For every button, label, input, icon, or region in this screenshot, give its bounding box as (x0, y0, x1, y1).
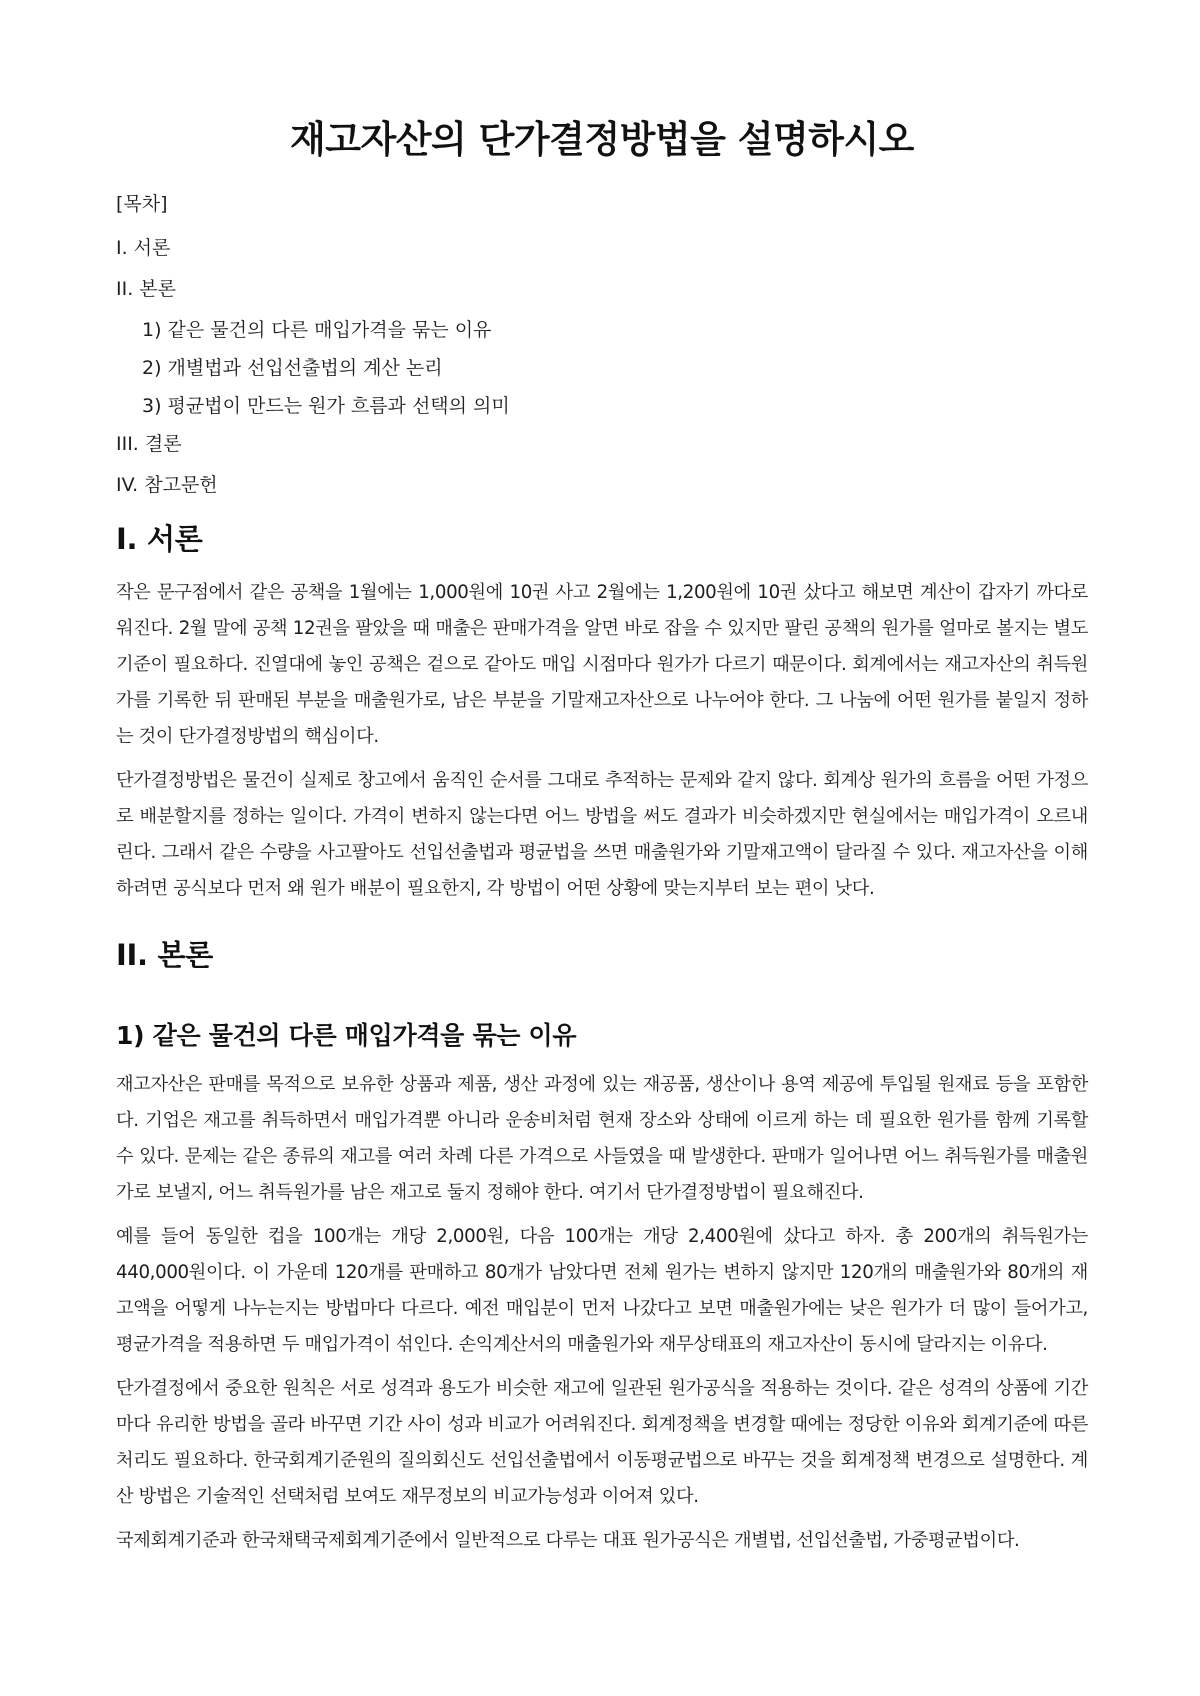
toc-subitem: 1) 같은 물건의 다른 매입가격을 묶는 이유 (142, 319, 492, 342)
spacer (116, 915, 1088, 937)
document-title: 재고자산의 단가결정방법을 설명하시오 (290, 118, 914, 161)
body-heading: II. 본론 (116, 937, 213, 972)
toc-subitem: 2) 개별법과 선입선출법의 계산 논리 (142, 357, 443, 380)
toc-label: [목차] (116, 193, 168, 216)
toc-item: IV. 참고문헌 (116, 474, 218, 497)
body-paragraph: 국제회계기준과 한국채택국제회계기준에서 일반적으로 다루는 대표 원가공식은 개별법, 선입선출법, 가중평균법이다. (116, 1529, 1020, 1551)
intro-paragraph: 단가결정방법은 물건이 실제로 창고에서 움직인 순서를 그대로 추적하는 문제와 같지 않다. 회계상 원가의 흐름을 어떤 가정으로 배분할지를 정하는 일이다. 가격이 변하지 않는다면 어느 방법을 써도 결과가 비슷하겠지만 현실에서는 매입가격이 오르내린다. 그래서 같은 수량을 사고팔아도 선입선출법과 평균법을 쓰면 매출원가와 기말재고액이 달라질 수 있다. 재고자산을 이해하려면 공식보다 먼저 왜 원가 배분이 필요한지, 각 방법이 어떤 상황에 맞는지부터 보는 편이 낫다. (116, 769, 1088, 899)
toc-item: II. 본론 (116, 278, 176, 301)
intro-heading: I. 서론 (116, 522, 203, 557)
body-paragraph: 예를 들어 동일한 컵을 100개는 개당 2,000원, 다음 100개는 개당 2,400원에 샀다고 하자. 총 200개의 취득원가는 440,000원이다. 이 가운데 120개를 판매하고 80개가 남았다면 전체 원가는 변하지 않지만 120개의 매출원가와 80개의 재고액을 어떻게 나누는지는 방법마다 다르다. 예전 매입분이 먼저 나갔다고 보면 매출원가에는 낮은 원가가 더 많이 들어가고, 평균가격을 적용하면 두 매입가격이 섞인다. 손익계산서의 매출원가와 재무상태표의 재고자산이 동시에 달라지는 이유다. (116, 1225, 1088, 1355)
toc-item: I. 서론 (116, 237, 171, 260)
toc-subitem: 3) 평균법이 만드는 원가 흐름과 선택의 의미 (142, 395, 510, 418)
subsection-heading: 1) 같은 물건의 다른 매입가격을 묶는 이유 (116, 1021, 577, 1051)
intro-paragraph: 작은 문구점에서 같은 공책을 1월에는 1,000원에 10권 사고 2월에는 1,200원에 10권 샀다고 해보면 계산이 갑자기 까다로워진다. 2월 말에 공책 12권을 팔았을 때 매출은 판매가격을 알면 바로 잡을 수 있지만 팔린 공책의 원가를 얼마로 볼지는 별도 기준이 필요하다. 진열대에 놓인 공책은 겉으로 같아도 매입 시점마다 원가가 다르기 때문이다. 회계에서는 재고자산의 취득원가를 기록한 뒤 판매된 부분을 매출원가로, 남은 부분을 기말재고자산으로 나누어야 한다. 그 나눔에 어떤 원가를 붙일지 정하는 것이 단가결정방법의 핵심이다. (116, 581, 1088, 747)
body-paragraph: 재고자산은 판매를 목적으로 보유한 상품과 제품, 생산 과정에 있는 재공품, 생산이나 용역 제공에 투입될 원재료 등을 포함한다. 기업은 재고를 취득하면서 매입가격뿐 아니라 운송비처럼 현재 장소와 상태에 이르게 하는 데 필요한 원가를 함께 기록할 수 있다. 문제는 같은 종류의 재고를 여러 차례 다른 가격으로 사들였을 때 발생한다. 판매가 일어나면 어느 취득원가를 매출원가로 보낼지, 어느 취득원가를 남은 재고로 둘지 정해야 한다. 여기서 단가결정방법이 필요해진다. (116, 1073, 1088, 1203)
body-paragraph: 단가결정에서 중요한 원칙은 서로 성격과 용도가 비슷한 재고에 일관된 원가공식을 적용하는 것이다. 같은 성격의 상품에 기간마다 유리한 방법을 골라 바꾸면 기간 사이 성과 비교가 어려워진다. 회계정책을 변경할 때에는 정당한 이유와 회계기준에 따른 처리도 필요하다. 한국회계기준원의 질의회신도 선입선출법에서 이동평균법으로 바꾸는 것을 회계정책 변경으로 설명한다. 계산 방법은 기술적인 선택처럼 보여도 재무정보의 비교가능성과 이어져 있다. (116, 1377, 1088, 1507)
spacer (116, 990, 1088, 1020)
table-of-contents (116, 190, 1088, 499)
toc-item: III. 결론 (116, 433, 182, 456)
